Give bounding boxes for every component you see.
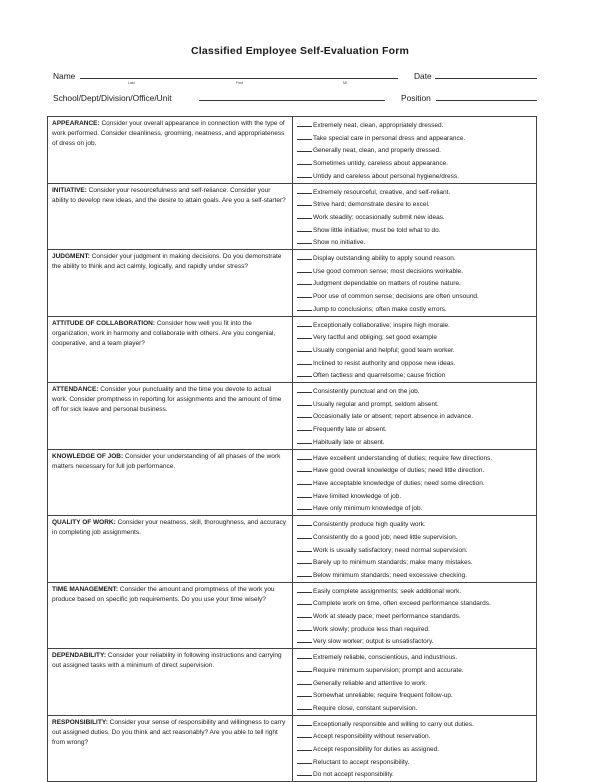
rating-option <box>297 144 532 157</box>
rating-checkbox-blank[interactable] <box>297 623 312 631</box>
category-description: Consider your neatness, skill, thoroughness, and accuracy in completing job assignments. <box>52 519 286 537</box>
rating-checkbox-blank[interactable] <box>297 490 312 498</box>
rating-checkbox-blank[interactable] <box>297 756 312 764</box>
school-input-line[interactable] <box>199 100 385 101</box>
rating-option <box>297 436 532 449</box>
rating-option-label: Have limited knowledge of job. <box>313 492 402 500</box>
position-label: Position <box>401 93 431 103</box>
category-title: JUDGMENT: <box>52 253 90 261</box>
rating-option <box>297 556 532 569</box>
rating-checkbox-blank[interactable] <box>297 410 312 418</box>
rating-option-label: Accept responsibility without reservation. <box>313 733 431 741</box>
rating-checkbox-blank[interactable] <box>297 597 312 605</box>
options-cell <box>293 183 537 250</box>
rating-option <box>297 423 532 436</box>
rating-checkbox-blank[interactable] <box>297 265 312 273</box>
rating-option-label: Work at steady pace; meet performance standards. <box>313 613 461 621</box>
rating-checkbox-blank[interactable] <box>297 252 312 260</box>
form-title: Classified Employee Self-Evaluation Form <box>190 45 410 57</box>
rating-option-label: Occasionally late or absent; report absence in advance. <box>313 413 474 421</box>
rating-checkbox-blank[interactable] <box>297 144 312 152</box>
rating-checkbox-blank[interactable] <box>297 502 312 510</box>
rating-option-label: Consistently punctual and on the job. <box>313 388 420 396</box>
evaluation-row <box>48 582 537 649</box>
rating-checkbox-blank[interactable] <box>297 170 312 178</box>
options-cell <box>293 715 537 782</box>
rating-option <box>297 198 532 211</box>
rating-checkbox-blank[interactable] <box>297 277 312 285</box>
category-cell <box>48 582 293 649</box>
rating-checkbox-blank[interactable] <box>297 369 312 377</box>
category-description: Consider your judgment in making decisions. Do you demonstrate the ability to think and act calmly, logically, and rapidly under stress? <box>52 253 282 271</box>
rating-option <box>297 635 532 648</box>
rating-option-label: Very tactful and obliging; set good example <box>313 334 437 342</box>
rating-option-label: Show no initiative. <box>313 239 366 247</box>
rating-option <box>297 477 532 490</box>
rating-option <box>297 357 532 370</box>
rating-option-label: Display outstanding ability to apply sound reason. <box>313 255 456 263</box>
rating-option <box>297 344 532 357</box>
rating-checkbox-blank[interactable] <box>297 664 312 672</box>
category-description: Consider your overall appearance in connection with the type of work performed. Consider cleanliness, grooming, neatness, and appropriateness of dress on job. <box>52 120 285 147</box>
rating-checkbox-blank[interactable] <box>297 585 312 593</box>
school-label: School/Dept/Division/Office/Unit <box>53 93 172 103</box>
rating-option <box>297 236 532 249</box>
rating-option <box>297 610 532 623</box>
rating-checkbox-blank[interactable] <box>297 531 312 539</box>
rating-option-label: Generally neat, clean, and properly dressed. <box>313 147 441 155</box>
category-cell <box>48 117 293 184</box>
name-sub-mi: MI <box>343 81 347 85</box>
rating-option <box>297 597 532 610</box>
rating-option-label: Easily complete assignments; seek additional work. <box>313 587 462 595</box>
category-title: INITIATIVE: <box>52 186 87 194</box>
rating-option-label: Use good common sense; most decisions workable. <box>313 267 463 275</box>
name-label: Name <box>53 71 76 81</box>
options-cell <box>293 516 537 583</box>
rating-checkbox-blank[interactable] <box>297 157 312 165</box>
rating-option-label: Extremely resourceful, creative, and self-reliant. <box>313 188 451 196</box>
evaluation-row <box>48 715 537 782</box>
options-cell <box>293 383 537 450</box>
date-label: Date <box>414 71 432 81</box>
evaluation-row <box>48 183 537 250</box>
rating-checkbox-blank[interactable] <box>297 452 312 460</box>
category-cell <box>48 316 293 383</box>
rating-option <box>297 290 532 303</box>
rating-option <box>297 651 532 664</box>
rating-option <box>297 452 532 465</box>
rating-option-label: Reluctant to accept responsibility. <box>313 758 410 766</box>
rating-checkbox-blank[interactable] <box>297 544 312 552</box>
rating-option-label: Barely up to minimum standards; make many mistakes. <box>313 559 473 567</box>
rating-option-label: Have only minimum knowledge of job. <box>313 505 423 513</box>
category-description: Consider your resourcefulness and self-reliance. Consider your ability to develop new ideas, and the desire to attain goals. Are you a self-starter? <box>52 186 286 204</box>
rating-option-label: Untidy and careless about personal hygiene/dress. <box>313 172 459 180</box>
category-title: ATTENDANCE: <box>52 386 99 394</box>
evaluation-row <box>48 449 537 516</box>
rating-checkbox-blank[interactable] <box>297 730 312 738</box>
rating-option-label: Inclined to resist authority and oppose new ideas. <box>313 359 456 367</box>
rating-option-label: Require close, constant supervision. <box>313 704 418 712</box>
category-description: Consider how well you fit into the organization, work in harmony and collaborate with others. Are you congenial, cooperative, and a team player? <box>52 319 276 347</box>
rating-option <box>297 502 532 515</box>
category-title: APPEARANCE: <box>52 120 100 127</box>
rating-checkbox-blank[interactable] <box>297 610 312 618</box>
rating-checkbox-blank[interactable] <box>297 357 312 365</box>
category-cell <box>48 383 293 450</box>
rating-option-label: Extremely neat, clean, appropriately dressed. <box>313 122 444 129</box>
rating-option-label: Have good overall knowledge of duties; need little direction. <box>313 467 485 475</box>
rating-option-label: Strive hard; demonstrate desire to excel. <box>313 201 430 209</box>
category-title: ATTITUDE OF COLLABORATION: <box>52 319 156 327</box>
category-description: Consider your reliability in following instructions and carrying out assigned tasks with a minimum of direct supervision. <box>52 652 282 670</box>
evaluation-row <box>48 649 537 716</box>
rating-option <box>297 544 532 557</box>
evaluation-row <box>48 383 537 450</box>
rating-option-label: Have excellent understanding of duties; require few directions. <box>313 454 493 462</box>
rating-option-label: Very slow worker; output is unsatisfactory. <box>313 638 434 646</box>
rating-checkbox-blank[interactable] <box>297 319 312 327</box>
rating-option-label: Take special care in personal dress and appearance. <box>313 134 466 142</box>
rating-checkbox-blank[interactable] <box>297 290 312 298</box>
category-cell <box>48 649 293 716</box>
rating-option-label: Frequently late or absent. <box>313 426 387 434</box>
options-cell <box>293 316 537 383</box>
rating-checkbox-blank[interactable] <box>297 518 312 526</box>
rating-checkbox-blank[interactable] <box>297 224 312 232</box>
rating-option-label: Somewhat unreliable; require frequent follow-up. <box>313 692 453 700</box>
rating-option <box>297 277 532 290</box>
rating-option-label: Consistently produce high quality work. <box>313 521 426 529</box>
rating-option <box>297 702 532 715</box>
rating-option-label: Usually regular and prompt, seldom absent. <box>313 400 439 408</box>
rating-option <box>297 743 532 756</box>
rating-option <box>297 369 532 382</box>
rating-option-label: Show little initiative; must be told what to do. <box>313 226 441 234</box>
rating-option-label: Have acceptable knowledge of duties; need some direction. <box>313 479 485 487</box>
rating-checkbox-blank[interactable] <box>297 635 312 643</box>
options-cell <box>293 582 537 649</box>
rating-checkbox-blank[interactable] <box>297 303 312 311</box>
rating-checkbox-blank[interactable] <box>297 331 312 339</box>
rating-option-label: Sometimes untidy, careless about appearance. <box>313 160 449 168</box>
rating-option <box>297 211 532 224</box>
name-sub-last: Last <box>128 81 135 85</box>
rating-option <box>297 157 532 170</box>
rating-checkbox-blank[interactable] <box>297 651 312 659</box>
name-sub-first: First <box>236 81 243 85</box>
rating-option <box>297 410 532 423</box>
rating-option <box>297 119 532 132</box>
rating-option <box>297 718 532 731</box>
category-title: DEPENDABILITY: <box>52 652 107 660</box>
rating-checkbox-blank[interactable] <box>297 689 312 697</box>
rating-checkbox-blank[interactable] <box>297 718 312 726</box>
rating-checkbox-blank[interactable] <box>297 186 312 194</box>
rating-option <box>297 319 532 332</box>
rating-option-label: Do not accept responsibility. <box>313 771 394 779</box>
rating-option <box>297 490 532 503</box>
rating-option <box>297 730 532 743</box>
rating-option <box>297 398 532 411</box>
rating-checkbox-blank[interactable] <box>297 556 312 564</box>
category-title: KNOWLEDGE OF JOB: <box>52 452 124 460</box>
rating-option <box>297 531 532 544</box>
rating-option-label: Accept responsibility for duties as assigned. <box>313 746 440 754</box>
rating-checkbox-blank[interactable] <box>297 768 312 776</box>
rating-option <box>297 664 532 677</box>
options-cell <box>293 250 537 317</box>
evaluation-row <box>48 516 537 583</box>
rating-option-label: Require minimum supervision; prompt and accurate. <box>313 666 464 674</box>
position-input-line[interactable] <box>436 100 537 101</box>
rating-option-label: Exceptionally collaborative; inspire high morale. <box>313 321 450 329</box>
rating-checkbox-blank[interactable] <box>297 198 312 206</box>
evaluation-table <box>47 116 537 782</box>
rating-checkbox-blank[interactable] <box>297 569 312 577</box>
rating-checkbox-blank[interactable] <box>297 132 312 140</box>
options-cell <box>293 117 537 184</box>
rating-option-label: Jump to conclusions; often make costly errors. <box>313 305 447 313</box>
category-cell <box>48 183 293 250</box>
rating-checkbox-blank[interactable] <box>297 211 312 219</box>
rating-checkbox-blank[interactable] <box>297 436 312 444</box>
category-cell <box>48 449 293 516</box>
rating-checkbox-blank[interactable] <box>297 398 312 406</box>
category-cell <box>48 516 293 583</box>
rating-option-label: Work steadily; occasionally submit new ideas. <box>313 213 445 221</box>
rating-option-label: Extremely reliable, conscientious, and industrious. <box>313 654 458 662</box>
rating-option <box>297 518 532 531</box>
name-input-line[interactable] <box>80 78 398 79</box>
rating-checkbox-blank[interactable] <box>297 344 312 352</box>
rating-option-label: Work slowly; produce less than required. <box>313 625 430 633</box>
rating-option-label: Habitually late or absent. <box>313 438 385 446</box>
rating-option <box>297 170 532 183</box>
rating-option <box>297 768 532 781</box>
evaluation-row <box>48 250 537 317</box>
options-cell <box>293 449 537 516</box>
rating-option <box>297 585 532 598</box>
evaluation-row <box>48 117 537 184</box>
rating-option-label: Consistently do a good job; need little supervision. <box>313 533 458 541</box>
rating-option <box>297 756 532 769</box>
rating-checkbox-blank[interactable] <box>297 464 312 472</box>
category-cell <box>48 250 293 317</box>
rating-option-label: Generally reliable and attentive to work. <box>313 679 428 687</box>
rating-option-label: Poor use of common sense; decisions are often unsound. <box>313 293 479 301</box>
rating-option <box>297 689 532 702</box>
rating-option <box>297 385 532 398</box>
date-input-line[interactable] <box>435 78 537 79</box>
category-title: RESPONSIBILITY: <box>52 718 108 726</box>
rating-option <box>297 677 532 690</box>
rating-checkbox-blank[interactable] <box>297 743 312 751</box>
rating-checkbox-blank[interactable] <box>297 385 312 393</box>
rating-checkbox-blank[interactable] <box>297 236 312 244</box>
rating-option <box>297 265 532 278</box>
rating-checkbox-blank[interactable] <box>297 677 312 685</box>
rating-checkbox-blank[interactable] <box>297 423 312 431</box>
rating-checkbox-blank[interactable] <box>297 702 312 710</box>
rating-option-label: Often tactless and quarrelsome; cause friction <box>313 372 446 380</box>
rating-option <box>297 132 532 145</box>
rating-option-label: Exceptionally responsible and willing to carry out duties. <box>313 720 474 728</box>
rating-option-label: Work is usually satisfactory; need normal supervision. <box>313 546 468 554</box>
category-cell <box>48 715 293 782</box>
category-description: Consider your understanding of all phases of the work matters necessary for full job performance. <box>52 452 281 470</box>
rating-checkbox-blank[interactable] <box>297 119 312 127</box>
rating-option <box>297 464 532 477</box>
rating-option <box>297 331 532 344</box>
rating-option-label: Below minimum standards; need excessive checking. <box>313 571 467 579</box>
rating-option <box>297 303 532 316</box>
category-description: Consider your punctuality and the time you devote to actual work. Consider promptness in reporting for assignments and the amount of time off for sick leave and personal business. <box>52 386 282 414</box>
category-title: TIME MANAGEMENT: <box>52 585 119 593</box>
rating-option <box>297 569 532 582</box>
evaluation-row <box>48 316 537 383</box>
category-description: Consider your sense of responsibility and willingness to carry out assigned duties. Do you think and act reasonably? Are you able to tell right from wrong? <box>52 718 286 746</box>
rating-option-label: Usually congenial and helpful; good team worker. <box>313 346 455 354</box>
rating-checkbox-blank[interactable] <box>297 477 312 485</box>
rating-option <box>297 623 532 636</box>
category-title: QUALITY OF WORK: <box>52 519 116 527</box>
rating-option <box>297 186 532 199</box>
rating-option-label: Judgment dependable on matters of routine nature. <box>313 280 461 288</box>
options-cell <box>293 649 537 716</box>
category-description: Consider the amount and promptness of the work you produce based on specific job requirements. Do you use your time wisely? <box>52 585 275 603</box>
rating-option-label: Complete work on time, often exceed performance standards. <box>313 600 491 608</box>
rating-option <box>297 252 532 265</box>
rating-option <box>297 224 532 237</box>
